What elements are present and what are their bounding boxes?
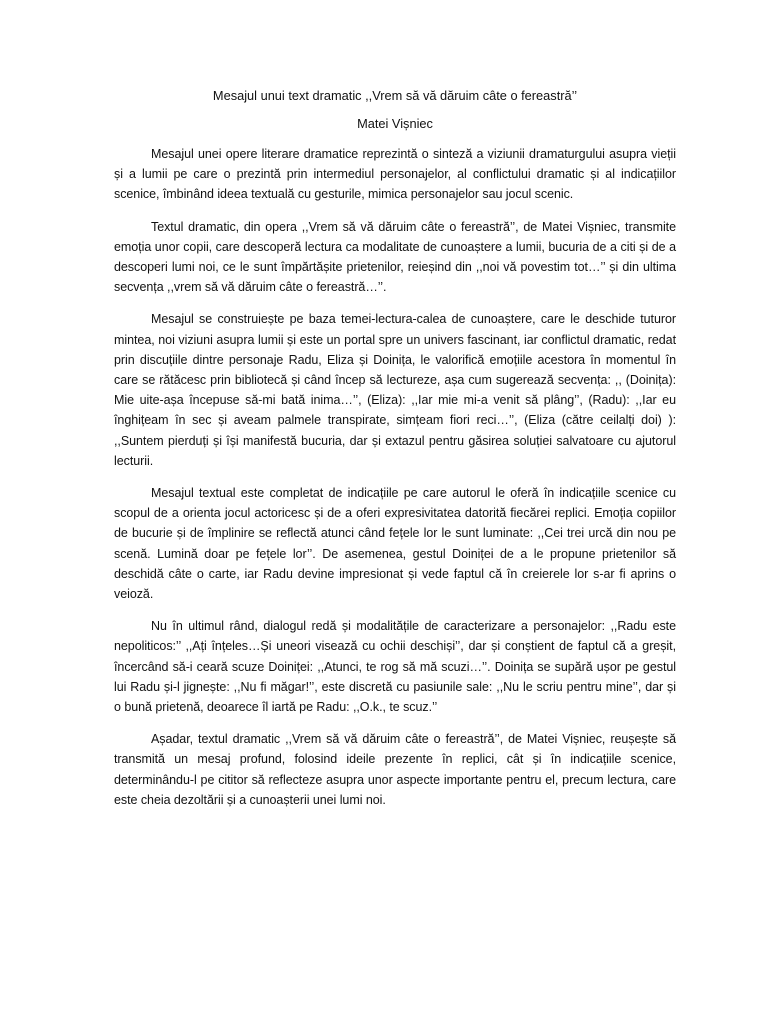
paragraph-theme-conflict: Mesajul se construiește pe baza temei-lectura-calea de cunoaștere, care le deschide tuturor mintea, noi viziuni asupra lumii și este un portal spre un univers fascinant, iar conflictul dramatic, redat prin discuțiile dintre personaje Radu, Eliza și Doinița, le valorifică emoțiile acestora în momentul în care se rătăcesc prin bibliotecă și când încep să lectureze, așa cum sugerează secvența: ,, (Doinița): Mie uite-așa începuse să-mi bată inima…’’, (Eliza): ,,Iar mie mi-a venit să plâng’’, (Radu): ,,Iar eu înghițeam în sec și aveam palmele transpirate, simțeam fiori reci…’’, (Eliza (către ceilalți doi) ): ,,Suntem pierduți și își manifestă bucuria, dar și extazul pentru găsirea soluției salvatoare cu ajutorul lecturii. <box>114 312 676 468</box>
paragraph-emotion: Textul dramatic, din opera ,,Vrem să vă dăruim câte o fereastră’’, de Matei Vișniec, transmite emoția unor copii, care descoperă lectura ca modalitate de cunoaștere a lumii, bucuria de a citi și de a descoperi lumi noi, ce le sunt împărtășite prietenilor, reieșind din ,,noi vă povestim tot…’’ și din ultima secvența ,,vrem să vă dăruim câte o fereastră…’’. <box>114 219 676 295</box>
document-body <box>114 86 676 822</box>
document-title: Mesajul unui text dramatic ,,Vrem să vă dăruim câte o fereastră’’ <box>212 88 578 103</box>
paragraph-characterization: Nu în ultimul rând, dialogul redă și modalitățile de caracterizare a personajelor: ,,Radu este nepoliticos:’’ ,,Ați înțeles…Și uneori visează cu ochii deschiși’’, dar și conștient de faptul că a greșit, încercând să-i ceară scuze Doiniței: ,,Atunci, te rog să mă scuzi…’’. Doinița se supără ușor pe gestul lui Radu și-l jignește: ,,Nu fi măgar!’’, este discretă cu pasiunile sale: ,,Nu le scriu pentru mine’’, dar și o bună prietenă, deoarece îl iartă pe Radu: ,,O.k., te scuz.’’ <box>114 619 676 715</box>
paragraph-conclusion: Așadar, textul dramatic ,,Vrem să vă dăruim câte o fereastră’’, de Matei Vișniec, reușește să transmită un mesaj profund, folosind ideile prezente în replici, cât și în indicațiile scenice, determinându-l pe cititor să reflecteze asupra unor aspecte importante pentru el, precum lectura, care este cheia dezoltării și a cunoașterii unei lumi noi. <box>114 732 676 807</box>
paragraph-stage-directions: Mesajul textual este completat de indicațiile pe care autorul le oferă în indicațiile scenice cu scopul de a orienta jocul actoricesc și de a oferi expresivitatea datorită fiecărei replici. Emoția copiilor de bucurie și de împlinire se reflectă atunci când fețele lor le sunt luminate: ,,Cei trei urcă din nou pe scenă. Lumină doar pe fețele lor’’. De asemenea, gestul Doiniței de a le propune prietenilor să deschidă câte o carte, iar Radu devine impresionat și vede faptul că în creierele lor s-ar fi aprins o veioză. <box>114 486 676 602</box>
document-author: Matei Vișniec <box>357 116 433 131</box>
paragraph-intro: Mesajul unei opere literare dramatice reprezintă o sinteză a viziunii dramaturgului asupra vieții și a lumii pe care o prezintă prin intermediul personajelor, al conflictului dramatic și al indicațiilor scenice, îmbinând ideea textuală cu gesturile, mimica personajelor sau jocul scenic. <box>114 147 676 202</box>
